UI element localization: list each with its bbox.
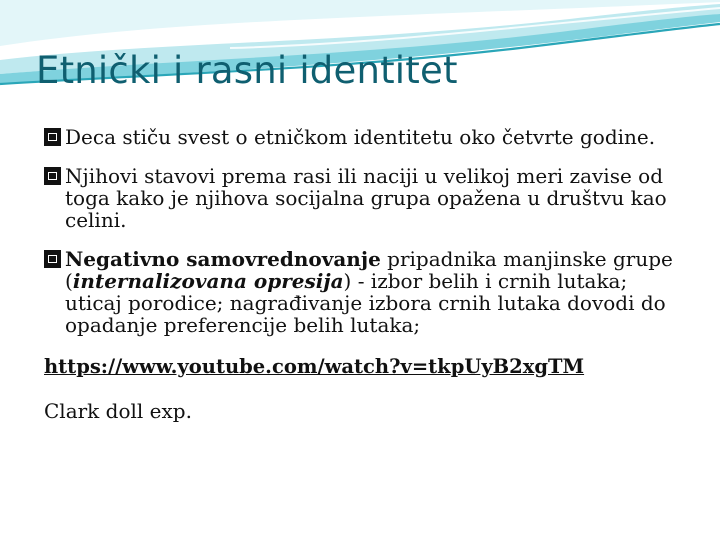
italic-term: internalizovana opresija (72, 269, 344, 293)
bold-term: Negativno samovrednovanje (65, 247, 381, 271)
note-text: Clark doll exp. (44, 399, 192, 423)
bullet-item-3 (44, 248, 684, 336)
text-segment: pripadnika manjinske grupe ( (65, 247, 673, 293)
slide-title: Etnički i rasni identitet (36, 49, 458, 92)
missing-glyph-bullet-icon (44, 167, 61, 185)
missing-glyph-bullet-icon (44, 250, 61, 268)
bullet-text: Deca stiču svest o etničkom identitetu oko četvrte godine. (65, 125, 656, 149)
bullet-item-2 (44, 165, 684, 231)
slide-content (44, 126, 684, 422)
missing-glyph-bullet-icon (44, 128, 61, 146)
youtube-link[interactable]: https://www.youtube.com/watch?v=tkpUyB2xgTM (44, 355, 585, 378)
bullet-text (65, 247, 673, 337)
bullet-item-1 (44, 126, 684, 148)
text-segment: ) - izbor belih i crnih lutaka; uticaj porodice; nagrađivanje izbora crnih lutaka dovodi do opadanje preferencije belih lutaka; (65, 269, 666, 337)
bullet-text: Njihovi stavovi prema rasi ili naciji u velikoj meri zavise od toga kako je njihova socijalna grupa opažena u društvu kao celini. (65, 164, 667, 232)
